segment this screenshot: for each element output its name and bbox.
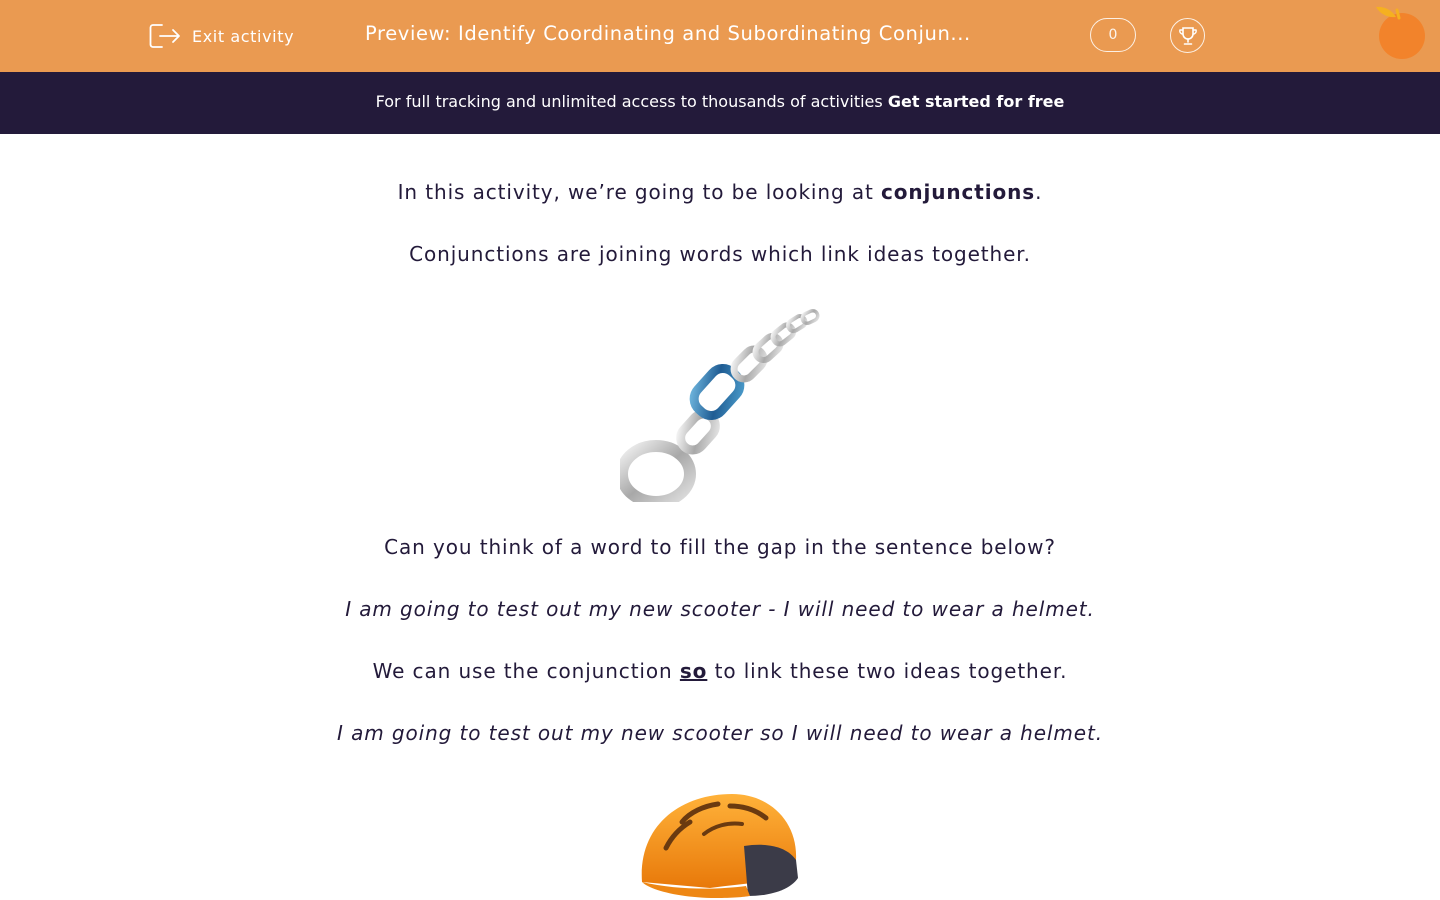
definition-paragraph: Conjunctions are joining words which link ideas together. <box>409 242 1031 266</box>
intro-text: In this activity, we’re going to be looking at <box>397 180 881 204</box>
gap-sentence <box>0 597 1440 621</box>
full-sentence-text: I am going to test out my new scooter so I will need to wear a helmet. <box>337 721 1103 745</box>
explanation-text: We can use the conjunction <box>372 659 680 683</box>
trophy-icon <box>1177 25 1199 47</box>
intro-end: . <box>1035 180 1043 204</box>
exit-activity-label: Exit activity <box>192 26 295 46</box>
intro-keyword: conjunctions <box>880 180 1036 204</box>
upgrade-banner <box>0 72 1440 134</box>
exit-icon <box>148 21 182 51</box>
conjunction-word: so <box>679 659 708 683</box>
exit-activity-button[interactable] <box>148 19 294 53</box>
top-bar <box>0 0 1440 72</box>
orange-logo-icon <box>1372 4 1434 62</box>
question-paragraph: Can you think of a word to fill the gap in the sentence below? <box>384 535 1056 559</box>
intro-paragraph <box>0 180 1440 204</box>
banner-text: For full tracking and unlimited access to thousands of activities <box>375 92 888 111</box>
explanation-end: to link these two ideas together. <box>707 659 1068 683</box>
full-sentence <box>0 721 1440 745</box>
trophy-button[interactable] <box>1170 18 1205 53</box>
get-started-link[interactable]: Get started for free <box>887 92 1065 111</box>
score-badge: 0 <box>1090 18 1136 52</box>
bicycle-helmet-image <box>620 786 820 900</box>
activity-title: Preview: Identify Coordinating and Subordinating Conjun... <box>365 22 971 45</box>
explanation-paragraph <box>0 659 1440 683</box>
gap-sentence-text: I am going to test out my new scooter - I will need to wear a helmet. <box>345 597 1095 621</box>
chain-link-image <box>620 302 820 502</box>
